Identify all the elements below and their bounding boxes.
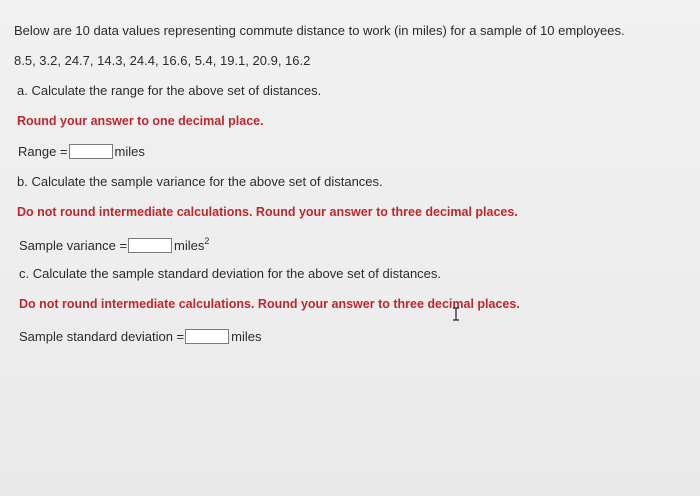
range-label: Range =	[18, 144, 68, 159]
variance-label: Sample variance =	[19, 238, 128, 253]
data-values: 8.5, 3.2, 24.7, 14.3, 24.4, 16.6, 5.4, 19.1, 20.9, 16.2	[14, 53, 311, 68]
part-c-answer-row	[19, 329, 261, 345]
text-cursor-icon	[452, 307, 460, 321]
intro-text: Below are 10 data values representing commute distance to work (in miles) for a sample of 10 employees.	[14, 23, 625, 38]
part-c-question: c. Calculate the sample standard deviation for the above set of distances.	[19, 266, 442, 281]
range-input[interactable]	[69, 144, 113, 159]
part-c-instruction: Do not round intermediate calculations. Round your answer to three decimal places.	[19, 297, 520, 311]
part-b-question: b. Calculate the sample variance for the above set of distances.	[17, 174, 383, 189]
std-dev-input[interactable]	[185, 329, 229, 344]
part-a-instruction: Round your answer to one decimal place.	[17, 114, 264, 128]
variance-input[interactable]	[128, 238, 172, 253]
range-unit: miles	[114, 144, 145, 159]
std-dev-label: Sample standard deviation =	[19, 329, 185, 344]
part-b-instruction: Do not round intermediate calculations. Round your answer to three decimal places.	[17, 205, 518, 219]
variance-unit-text: miles	[174, 238, 205, 253]
part-b-answer-row	[19, 235, 210, 254]
part-a-answer-row	[18, 144, 145, 160]
variance-unit	[174, 235, 210, 253]
part-a-question: a. Calculate the range for the above set of distances.	[17, 83, 322, 98]
variance-unit-exponent: 2	[204, 235, 210, 246]
std-dev-unit: miles	[231, 329, 262, 344]
